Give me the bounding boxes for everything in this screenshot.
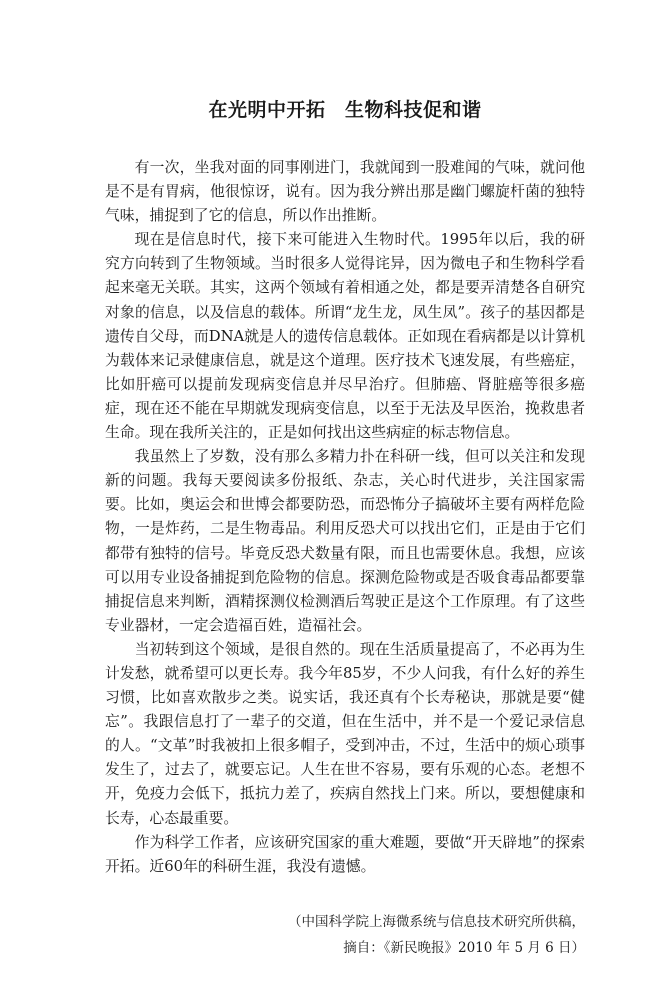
paragraph-5: 作为科学工作者，应该研究国家的重大难题，要做“开天辟地”的探索开拓。近60年的科研生涯，我没有遗憾。: [105, 833, 585, 875]
source-line-2: 摘自：《新民晚报》2010 年 5 月 6 日）: [343, 939, 585, 956]
source-line-1: （中国科学院上海微系统与信息技术研究所供稿，: [288, 913, 585, 930]
paragraph-3: 我虽然上了岁数，没有那么多精力扑在科研一线，但可以关注和发现新的问题。我每天要阅读多份报纸、杂志，关心时代进步，关注国家需要。比如，奥运会和世博会都要防恐，而恐怖分子搞破坏主要有两样危险物，一是炸药，二是生物毒品。利用反恐犬可以找出它们，正是由于它们都带有独特的信号。毕竟反恐犬数量有限，而且也需要休息。我想，应该可以用专业设备捕捉到危险物的信息。探测危险物或是否吸食毒品都要靠捕捉信息来判断，酒精探测仪检测酒后驾驶正是这个工作原理。有了这些专业器材，一定会造福百姓，造福社会。: [105, 448, 585, 634]
paragraph-1: 有一次，坐我对面的同事刚进门，我就闻到一股难闻的气味，就问他是不是有胃病，他很惊讶，说有。因为我分辨出那是幽门螺旋杆菌的独特气味，捕捉到了它的信息，所以作出推断。: [105, 159, 585, 225]
article-title: 在光明中开拓 生物科技促和谐: [208, 99, 482, 121]
paragraph-2: 现在是信息时代，接下来可能进入生物时代。1995年以后，我的研究方向转到了生物领域。当时很多人觉得诧异，因为微电子和生物科学看起来毫无关联。其实，这两个领域有着相通之处，都是要弄清楚各自研究对象的信息，以及信息的载体。所谓“龙生龙，凤生凤”。孩子的基因都是遗传自父母，而DNA就是人的遗传信息载体。正如现在看病都是以计算机为载体来记录健康信息，就是这个道理。医疗技术飞速发展，有些癌症，比如肝癌可以提前发现病变信息并尽早治疗。但肺癌、肾脏癌等很多癌症，现在还不能在早期就发现病变信息，以至于无法及早医治，挽救患者生命。现在我所关注的，正是如何找出这些病症的标志物信息。: [105, 231, 585, 442]
article-body: [105, 156, 585, 879]
paragraph-4: 当初转到这个领域，是很自然的。现在生活质量提高了，不必再为生计发愁，就希望可以更长寿。我今年85岁，不少人问我，有什么好的养生习惯，比如喜欢散步之类。说实话，我还真有个长寿秘诀，那就是要“健忘”。我跟信息打了一辈子的交道，但在生活中，并不是一个爱记录信息的人。“文革”时我被扣上很多帽子，受到冲击，不过，生活中的烦心琐事发生了，过去了，就要忘记。人生在世不容易，要有乐观的心态。老想不开，免疫力会低下，抵抗力差了，疾病自然找上门来。所以，要想健康和长寿，心态最重要。: [105, 640, 585, 827]
source-attribution: [105, 909, 585, 961]
